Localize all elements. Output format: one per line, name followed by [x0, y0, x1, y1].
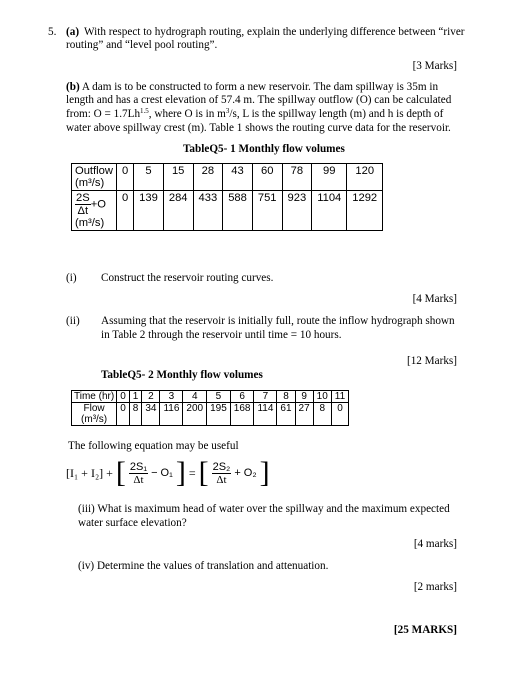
table2-cell: 0	[117, 403, 130, 426]
table1-cell: 15	[163, 164, 193, 191]
routing-equation	[66, 458, 270, 488]
part-i-label: (i)	[66, 272, 77, 284]
equation-fraction-2-num: 2S₂	[212, 460, 231, 473]
equation-equals: =	[188, 465, 196, 480]
equation-fraction-1-den: Δt	[133, 473, 144, 486]
table2-cell: 9	[295, 391, 313, 403]
table2-cell: 116	[160, 403, 183, 426]
table1-cell: 923	[282, 191, 312, 231]
table1-cell: 588	[223, 191, 253, 231]
outflow-unit: (m³/s)	[75, 177, 105, 189]
part-i-text: Construct the reservoir routing curves.	[101, 272, 274, 284]
table2-cell: 61	[277, 403, 295, 426]
part-b-label: (b)	[66, 81, 80, 93]
table2-cell: 8	[277, 391, 295, 403]
units-exponent: 3	[225, 107, 230, 115]
storage-term	[75, 192, 113, 217]
table1-cell: 284	[163, 191, 193, 231]
part-b-text-line2: length and has a crest elevation of 57.4 m. The spillway outflow (O) can be calculated	[66, 94, 452, 106]
part-a-label: (a)	[66, 26, 80, 38]
table2-cell: 3	[160, 391, 183, 403]
table1-cell: 0	[116, 191, 133, 231]
part-b-text-line4: water above spillway crest (m). Table 1 shows the routing curve data for the reservoir.	[66, 122, 451, 134]
flow-unit: (m³/s)	[81, 414, 108, 425]
table1-cell: 120	[347, 164, 383, 191]
table1-cell: 78	[282, 164, 312, 191]
formula-tail-text: /s, L is the spillway length (m) and h is depth of	[229, 108, 444, 120]
bracket-left-1: [	[115, 456, 126, 489]
table2-cell: 27	[295, 403, 313, 426]
table2-cell: 4	[183, 391, 207, 403]
table1-row1-header	[72, 164, 117, 191]
table2-cell: 200	[183, 403, 207, 426]
table1-cell: 1292	[347, 191, 383, 231]
table2-cell: 168	[230, 403, 254, 426]
question-number: 5.	[48, 26, 57, 38]
equation-intro: The following equation may be useful	[68, 440, 239, 452]
table2-cell: 10	[313, 391, 331, 403]
storage-fraction	[75, 192, 91, 217]
table1-cell: 139	[134, 191, 164, 231]
table2-cell: 114	[254, 403, 277, 426]
equation-fraction-2-den: Δt	[216, 473, 227, 486]
routing-curve-table	[71, 163, 383, 231]
equation-fraction-1	[129, 461, 148, 486]
equation-term-2-tail: + O₂	[234, 467, 257, 479]
part-a-marks: [3 Marks]	[412, 60, 457, 72]
formula-text: from: O = 1.7Lh	[66, 108, 141, 120]
table2-cell: 34	[142, 403, 160, 426]
table1-cell: 433	[193, 191, 223, 231]
table2-row2-header	[72, 403, 117, 426]
equation-fraction-1-num: 2S₁	[129, 460, 148, 473]
bracket-left-2: [	[198, 456, 209, 489]
part-b-text-line1: A dam is to be constructed to form a new reservoir. The dam spillway is 35m in	[81, 81, 439, 93]
total-marks: [25 MARKS]	[393, 624, 457, 636]
part-iii-text-line1: (iii) What is maximum head of water over the spillway and the maximum expected	[78, 503, 450, 515]
table1-cell: 1104	[312, 191, 347, 231]
table1-cell: 751	[252, 191, 282, 231]
part-b-text-line3	[66, 108, 443, 121]
storage-unit: (m³/s)	[75, 217, 105, 229]
table1-cell: 28	[193, 164, 223, 191]
equation-lhs: [I₁ + I₂] +	[66, 465, 113, 480]
table1-caption: TableQ5- 1 Monthly flow volumes	[183, 143, 345, 155]
table1-row-outflow	[72, 164, 383, 191]
table2-cell: 2	[142, 391, 160, 403]
table1-row-storage	[72, 191, 383, 231]
table2-row1-header: Time (hr)	[72, 391, 117, 403]
part-ii-marks: [12 Marks]	[406, 355, 457, 367]
table2-cell: 11	[331, 391, 348, 403]
equation-fraction-2	[212, 461, 232, 486]
part-iv-marks: [2 marks]	[413, 581, 457, 593]
part-a-text-line1: With respect to hydrograph routing, explain the underlying difference between “river	[84, 26, 465, 38]
table1-cell: 43	[223, 164, 253, 191]
part-ii-text-line1: Assuming that the reservoir is initially full, route the inflow hydrograph shown	[101, 315, 455, 327]
formula-units-text: , where O is in m	[148, 108, 226, 120]
table2-cell: 8	[129, 403, 142, 426]
table2-cell: 8	[313, 403, 331, 426]
table2-caption: TableQ5- 2 Monthly flow volumes	[101, 369, 263, 381]
table2-cell: 1	[129, 391, 142, 403]
part-i-marks: [4 Marks]	[412, 293, 457, 305]
bracket-right-1: ]	[175, 456, 186, 489]
bracket-right-2: ]	[259, 456, 270, 489]
table2-cell: 0	[117, 391, 130, 403]
equation-term-1-tail: − O₁	[151, 467, 173, 479]
part-b-line1	[66, 81, 438, 94]
table1-cell: 5	[134, 164, 164, 191]
table2-cell: 6	[230, 391, 254, 403]
part-ii-text-line2: in Table 2 through the reservoir until time = 10 hours.	[101, 329, 342, 341]
table2-cell: 195	[207, 403, 231, 426]
table2-cell: 7	[254, 391, 277, 403]
part-ii-label: (ii)	[66, 315, 80, 327]
part-iv-text: (iv) Determine the values of translation and attenuation.	[78, 560, 329, 572]
table2-row-time	[72, 391, 349, 403]
table1-cell: 60	[252, 164, 282, 191]
part-iii-text-line2: water surface elevation?	[78, 517, 187, 529]
storage-numerator: 2S	[76, 192, 90, 204]
storage-denominator: Δt	[77, 205, 89, 217]
flow-label: Flow	[83, 403, 105, 414]
table1-row2-header	[72, 191, 117, 231]
table1-cell: 0	[116, 164, 133, 191]
storage-plus-outflow: +O	[90, 198, 106, 211]
inflow-hydrograph-table	[71, 390, 349, 426]
table2-row-flow	[72, 403, 349, 426]
formula-exponent: 1.5	[140, 107, 149, 115]
table2-cell: 0	[331, 403, 348, 426]
part-a-text-line2: routing” and “level pool routing”.	[66, 39, 218, 51]
table1-cell: 99	[312, 164, 347, 191]
part-iii-marks: [4 marks]	[413, 538, 457, 550]
table2-cell: 5	[207, 391, 231, 403]
outflow-label: Outflow	[75, 165, 113, 177]
